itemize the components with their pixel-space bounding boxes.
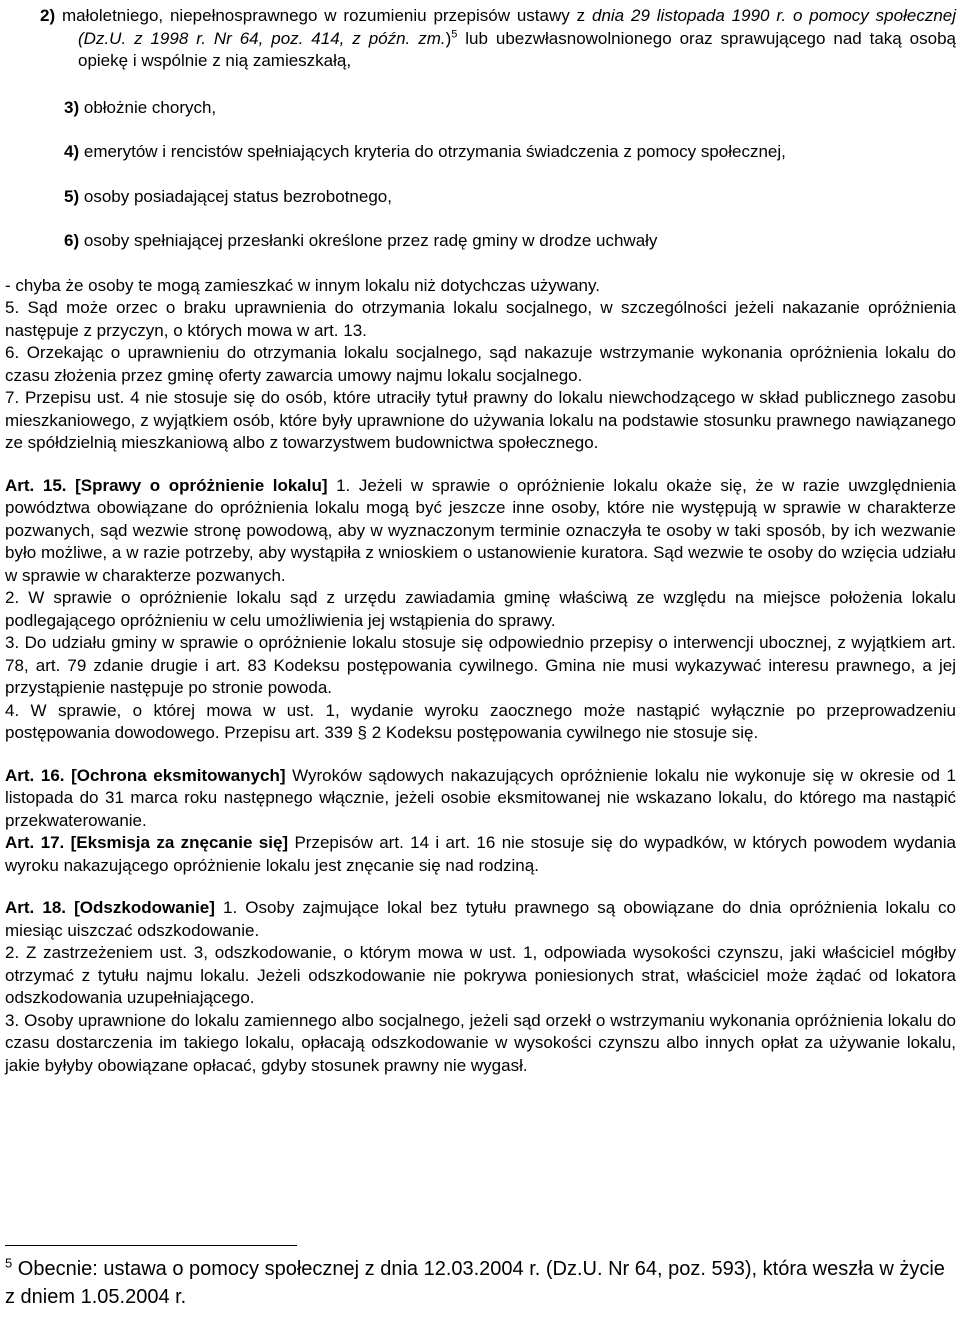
paragraph-5: 5. Sąd może orzec o braku uprawnienia do otrzymania lokalu socjalnego, w szczególności jeżeli nakazanie opróżnienia następuje z przyczyn, o których mowa w art. 13.	[5, 298, 956, 340]
list-number: 5)	[64, 186, 80, 206]
list-item-3: 3) obłożnie chorych,	[64, 97, 217, 117]
art-15-heading: Art. 15. [Sprawy o opróżnienie lokalu]	[5, 475, 328, 495]
art-15-paragraph-3: 3. Do udziału gminy w sprawie o opróżnienie lokalu stosuje się odpowiednio przepisy o interwencji ubocznej, z wyjątkiem art. 78, art. 79 zdanie drugie i art. 83 Kodeksu postępowania cywilnego. Gmina nie musi wykazywać interesu prawnego, a jej przystąpienie następuje po stronie powoda.	[5, 633, 956, 697]
footnote-number: 5	[5, 1255, 13, 1271]
art-17-paragraph: Art. 17. [Eksmisja za znęcanie się] Przepisów art. 14 i art. 16 nie stosuje się do wypadków, w których powodem wydania wyroku nakazującego opróżnienie lokalu jest znęcanie się nad rodziną.	[5, 833, 956, 875]
footnote-separator	[5, 1245, 297, 1246]
list-number: 3)	[64, 97, 80, 117]
document-page	[5, 5, 956, 1077]
footnote-ref[interactable]: 5	[451, 27, 458, 40]
list-item-4: 4) emerytów i rencistów spełniających kryteria do otrzymania świadczenia z pomocy społecznej,	[64, 142, 786, 161]
list-item-5: 5) osoby posiadającej status bezrobotnego,	[64, 186, 392, 206]
art-18-heading: Art. 18. [Odszkodowanie]	[5, 898, 215, 917]
art-18-paragraph-1: Art. 18. [Odszkodowanie] 1. Osoby zajmujące lokal bez tytułu prawnego są obowiązane do dnia opróżnienia lokalu co miesiąc uiszczać odszkodowanie.	[5, 898, 956, 940]
list-number: 6)	[64, 231, 80, 250]
statute-reference: dnia 29 listopada 1990 r. o pomocy społecznej (Dz.U. z 1998 r. Nr 64, poz. 414, z późn. zm.	[78, 6, 957, 48]
list-item-2: 2) małoletniego, niepełnosprawnego w rozumieniu przepisów ustawy z dnia 29 listopada 1990 r. o pomocy społecznej (Dz.U. z 1998 r. Nr 64, poz. 414, z późn. zm.)$^5$ lub ubezwłasnowolnionego oraz sprawującego nad taką osobą opiekę i wspólnie z nią zamieszkałą,	[40, 6, 957, 70]
art-15-paragraph-2: 2. W sprawie o opróżnienie lokalu sąd z urzędu zawiadamia gminę właściwą ze względu na miejsce położenia lokalu podlegającego opróżnieniu w celu umożliwienia jej wstąpienia do sprawy.	[5, 588, 956, 630]
footnote-text: Obecnie: ustawa o pomocy społecznej z dnia 12.03.2004 r. (Dz.U. Nr 64, poz. 593), która weszła w życie z dniem 1.05.2004 r.	[5, 1258, 945, 1308]
art-18-paragraph-2: 2. Z zastrzeżeniem ust. 3, odszkodowanie, o którym mowa w ust. 1, odpowiada wysokości czynszu, jaki właściciel mógłby otrzymać z tytułu najmu lokalu. Jeżeli odszkodowanie nie pokrywa poniesionych strat, właściciel może żądać od lokatora odszkodowania uzupełniającego.	[5, 943, 956, 1007]
art-16-paragraph: Art. 16. [Ochrona eksmitowanych] Wyroków sądowych nakazujących opróżnienie lokalu nie wykonuje się w okresie od 1 listopada do 31 marca roku następnego włącznie, jeżeli osobie eksmitowanej nie wskazano lokalu, do którego ma nastąpić przekwaterowanie.	[5, 765, 956, 830]
art-17-heading: Art. 17. [Eksmisja za znęcanie się]	[5, 833, 289, 852]
art-15-paragraph-4: 4. W sprawie, o której mowa w ust. 1, wydanie wyroku zaocznego może nastąpić wyłącznie po przeprowadzeniu postępowania dowodowego. Przepisu art. 339 § 2 Kodeksu postępowania cywilnego nie stosuje się.	[5, 700, 956, 745]
paragraph-7: 7. Przepisu ust. 4 nie stosuje się do osób, które utraciły tytuł prawny do lokalu niewchodzącego w skład publicznego zasobu mieszkaniowego, z wyjątkiem osób, które były uprawnione do używania lokalu na podstawie stosunku prawnego nawiązanego ze spółdzielnią mieszkaniową albo z towarzystwem budownictwa społecznego.	[5, 388, 956, 452]
art-18-paragraph-3: 3. Osoby uprawnione do lokalu zamiennego albo socjalnego, jeżeli sąd orzekł o wstrzymaniu wykonania opróżnienia lokalu do czasu dostarczenia im takiego lokalu, opłacają odszkodowanie w wysokości czynszu albo innych opłat za używanie lokalu, jakie byłyby obowiązane opłacać, gdyby stosunek prawny nie wygasł.	[5, 1010, 956, 1075]
art-15-paragraph-1: Art. 15. [Sprawy o opróżnienie lokalu] 1. Jeżeli w sprawie o opróżnienie lokalu okaże się, że w razie uwzględnienia powództwa obowiązane do opróżnienia lokalu mogą być jeszcze inne osoby, które nie występują w sprawie w charakterze pozwanych, sąd wezwie stronę powodową, aby w wyznaczonym terminie oznaczyła te osoby w taki sposób, by ich wezwanie było możliwe, a w razie potrzeby, aby wystąpiła z wnioskiem o ustanowienie kuratora. Sąd wezwie te osoby do wzięcia udziału w sprawie w charakterze pozwanych.	[5, 475, 956, 585]
section-sign: §	[357, 723, 367, 742]
list-item-6: 6) osoby spełniającej przesłanki określone przez radę gminy w drodze uchwały	[64, 231, 658, 250]
footnote	[5, 1255, 956, 1311]
paragraph-chyba: - chyba że osoby te mogą zamieszkać w innym lokalu niż dotychczas używany.	[5, 275, 600, 295]
paragraph-6: 6. Orzekając o uprawnieniu do otrzymania lokalu socjalnego, sąd nakazuje wstrzymanie wykonania opróżnienia lokalu do czasu złożenia przez gminę oferty zawarcia umowy najmu lokalu socjalnego.	[5, 343, 956, 385]
art-16-heading: Art. 16. [Ochrona eksmitowanych]	[5, 765, 286, 785]
list-number: 4)	[64, 142, 80, 161]
list-number: 2)	[40, 6, 56, 25]
